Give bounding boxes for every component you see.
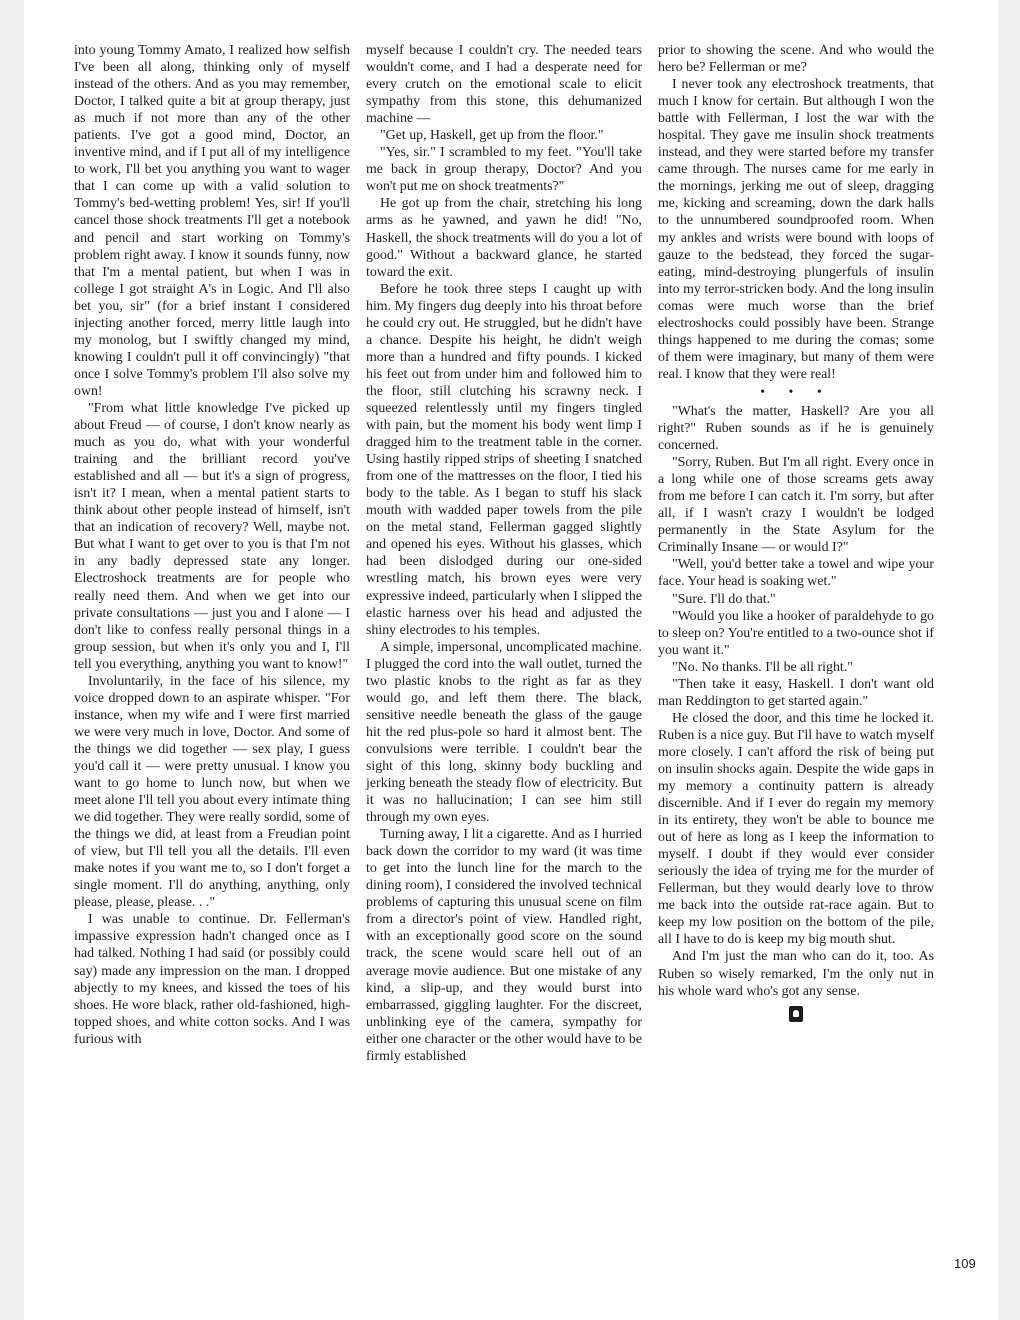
text-column-1 xyxy=(74,42,350,1048)
text-column-2 xyxy=(366,42,642,1065)
paragraph: "Get up, Haskell, get up from the floor." xyxy=(380,128,604,144)
section-separator: • • • xyxy=(760,384,832,400)
paragraph: "Then take it easy, Haskell. I don't want old man Reddington to get started again." xyxy=(658,676,934,709)
paragraph: He closed the door, and this time he locked it. Ruben is a nice guy. But I'll have to watch myself more closely. I can't afford the risk of being put on insulin shocks again. Despite the wide gaps in my memory a continuity pattern is already discernible. And if I ever do regain my memory in its entirety, they won't be able to bounce me out of here as long as I keep the information to myself. I doubt if they would ever consider seriously the idea of trying me for the murder of Fellerman, but they would dearly love to throw me back into the outside rat-race again. But to keep my low position on the bottom of the pile, all I have to do is keep my big mouth shut. xyxy=(658,710,934,948)
paragraph: Turning away, I lit a cigarette. And as I hurried back down the corridor to my ward (it was time to get into the lunch line for the march to the dining room), I considered the involved technical problems of capturing this unusual scene on film from a director's point of view. Handled right, with an exceptionally good score on the sound track, the scene would scare hell out of an average movie audience. But one mistake of any kind, a slip-up, and they would burst into embarrassed, giggling laughter. For the discreet, unblinking eye of the camera, sympathy for either one character or the other would have to be firmly established xyxy=(366,827,642,1064)
paragraph: He got up from the chair, stretching his long arms as he yawned, and yawn he did! "No, Haskell, the shock treatments will do you a lot of good." Without a backward glance, he started toward the exit. xyxy=(366,196,642,280)
paragraph: "Yes, sir." I scrambled to my feet. "You'll take me back in group therapy, Doctor? And you won't put me on shock treatments?" xyxy=(366,145,642,195)
paragraph: Before he took three steps I caught up with him. My fingers dug deeply into his throat before he could cry out. He struggled, but he didn't have a chance. Despite his height, he didn't weigh more than a hundred and fifty pounds. I kicked his feet out from under him and followed him to the floor, still clutching his scrawny neck. I squeezed relentlessly until my fingers tingled with pain, but the moment his body went limp I dragged him to the treatment table in the corner. Using hastily ripped strips of sheeting I snatched from one of the mattresses on the floor, I tied his body to the table. As I began to stuff his slack mouth with wadded paper towels from the pile on the metal stand, Fellerman gagged slightly and opened his eyes. Without his glasses, which had been dislodged during our one-sided wrestling match, his brown eyes were very expressive indeed, particularly when I slipped the elastic harness over his head and adjusted the shiny electrodes to his temples. xyxy=(366,281,642,638)
paragraph: "From what little knowledge I've picked up about Freud — of course, I don't know nearly as much as you do, what with your wonderful training and the brilliant record you've established and all — but it's a sign of progress, isn't it? I mean, when a mental patient starts to think about other people instead of himself, isn't that an indication of recovery? Well, maybe not. But what I want to get over to you is that I'm not in any badly depressed state any longer. Electroshock treatments are for people who really need them. And when we get into our private consultations — just you and I alone — I don't like to confess really personal things in a group session, but when it's only you and I, I'll tell you everything, anything you want to know!" xyxy=(74,400,350,672)
text-column-3 xyxy=(658,42,934,1022)
paragraph: into young Tommy Amato, I realized how selfish I've been all along, thinking only of myself instead of the others. And as you may remember, Doctor, I talked quite a bit at group therapy, just as much if not more than any of the other patients. I've got a good mind, Doctor, an inventive mind, and if I put all of my intelligence to work, I'll bet you anything you want to wager that I can come up with a valid solution to Tommy's bed-wetting problem! Yes, sir! If you'll cancel those shock treatments I'll get a notebook and pencil and start working on Tommy's problem right away. I know it sounds funny, now that I'm a mental patient, but when I was in college I got straight A's in Logic. And I'll also bet you, sir" (for a brief instant I considered injecting another forced, merry little laugh into my monolog, but I swiftly changed my mind, knowing I couldn't pull it off convincingly) "that once I solve Tommy's problem I'll also solve my own! xyxy=(74,43,350,399)
paragraph: Involuntarily, in the face of his silence, my voice dropped down to an aspirate whisper. "For instance, when my wife and I were first married we were very much in love, Doctor. And some of the things we did together — sex play, I guess you'd call it — were pretty unusual. I know you want to go home to lunch now, but when we meet alone I'll tell you about every intimate thing we did together. They were really sordid, some of the things we did, at least from a Freudian point of view, but I'll tell you all the details. I'll even make notes if you want me to, so I don't forget a single moment. I'll do anything, anything, only please, please, please. . ." xyxy=(74,673,350,911)
paragraph: "Well, you'd better take a towel and wipe your face. Your head is soaking wet." xyxy=(658,557,934,590)
paragraph: "No. No thanks. I'll be all right." xyxy=(672,659,853,675)
page-number: 109 xyxy=(954,1256,976,1271)
magazine-page xyxy=(24,0,998,1320)
paragraph: prior to showing the scene. And who would the hero be? Fellerman or me? xyxy=(658,43,934,76)
paragraph: And I'm just the man who can do it, too. As Ruben so wisely remarked, I'm the only nut in his whole ward who's got any sense. xyxy=(658,949,934,999)
paragraph: A simple, impersonal, uncomplicated machine. I plugged the cord into the wall outlet, turned the two plastic knobs to the right as far as they would go, and left them there. The black, sensitive needle beneath the glass of the gauge hit the red plus-pole so hard it almost bent. The convulsions were terrible. I couldn't bear the sight of this long, skinny body buckling and jerking beneath the steady flow of electricity. But it was no hallucination; I can see him still through my own eyes. xyxy=(366,639,642,826)
paragraph: I was unable to continue. Dr. Fellerman's impassive expression hadn't changed once as I had talked. Nothing I had said (or possibly could say) made any impression on the man. I dropped abjectly to my knees, and kissed the toes of his shoes. He wore black, rather old-fashioned, high-topped shoes, and white cotton socks. And I was furious with xyxy=(74,912,350,1047)
paragraph: "Sure. I'll do that." xyxy=(672,591,776,607)
rabbit-head-icon xyxy=(789,1006,803,1022)
paragraph: "What's the matter, Haskell? Are you all right?" Ruben sounds as if he is genuinely concerned. xyxy=(658,403,934,454)
paragraph: "Would you like a hooker of paraldehyde to go to sleep on? You're entitled to a two-ounce shot if you want it." xyxy=(658,608,934,658)
paragraph: I never took any electroshock treatments, that much I know for certain. But although I won the battle with Fellerman, I lost the war with the hospital. They gave me insulin shock treatments instead, and they were started before my transfer came through. The nurses came for me early in the mornings, jerking me out of sleep, dragging me, kicking and screaming, down the dark halls to the unnumbered soundproofed room. When my ankles and wrists were bound with loops of gauze to the bedstead, they forced the sugar-eating, mind-destroying plungerfuls of insulin into my terror-stricken body. And the long insulin comas were much worse than the brief electroshocks could possibly have been. Strange things happened to me during the comas; some of them were imaginary, but many of them were real. I know that they were real! xyxy=(658,77,934,382)
paragraph: myself because I couldn't cry. The needed tears wouldn't come, and I had a desperate need for every crutch on the emotional scale to elicit sympathy from this stone, this dehumanized machine — xyxy=(366,43,642,127)
paragraph: "Sorry, Ruben. But I'm all right. Every once in a long while one of those screams gets away from me before I can catch it. I'm sorry, but after all, if I wasn't crazy I wouldn't be lodged permanently in the State Asylum for the Criminally Insane — or would I?" xyxy=(658,455,934,556)
